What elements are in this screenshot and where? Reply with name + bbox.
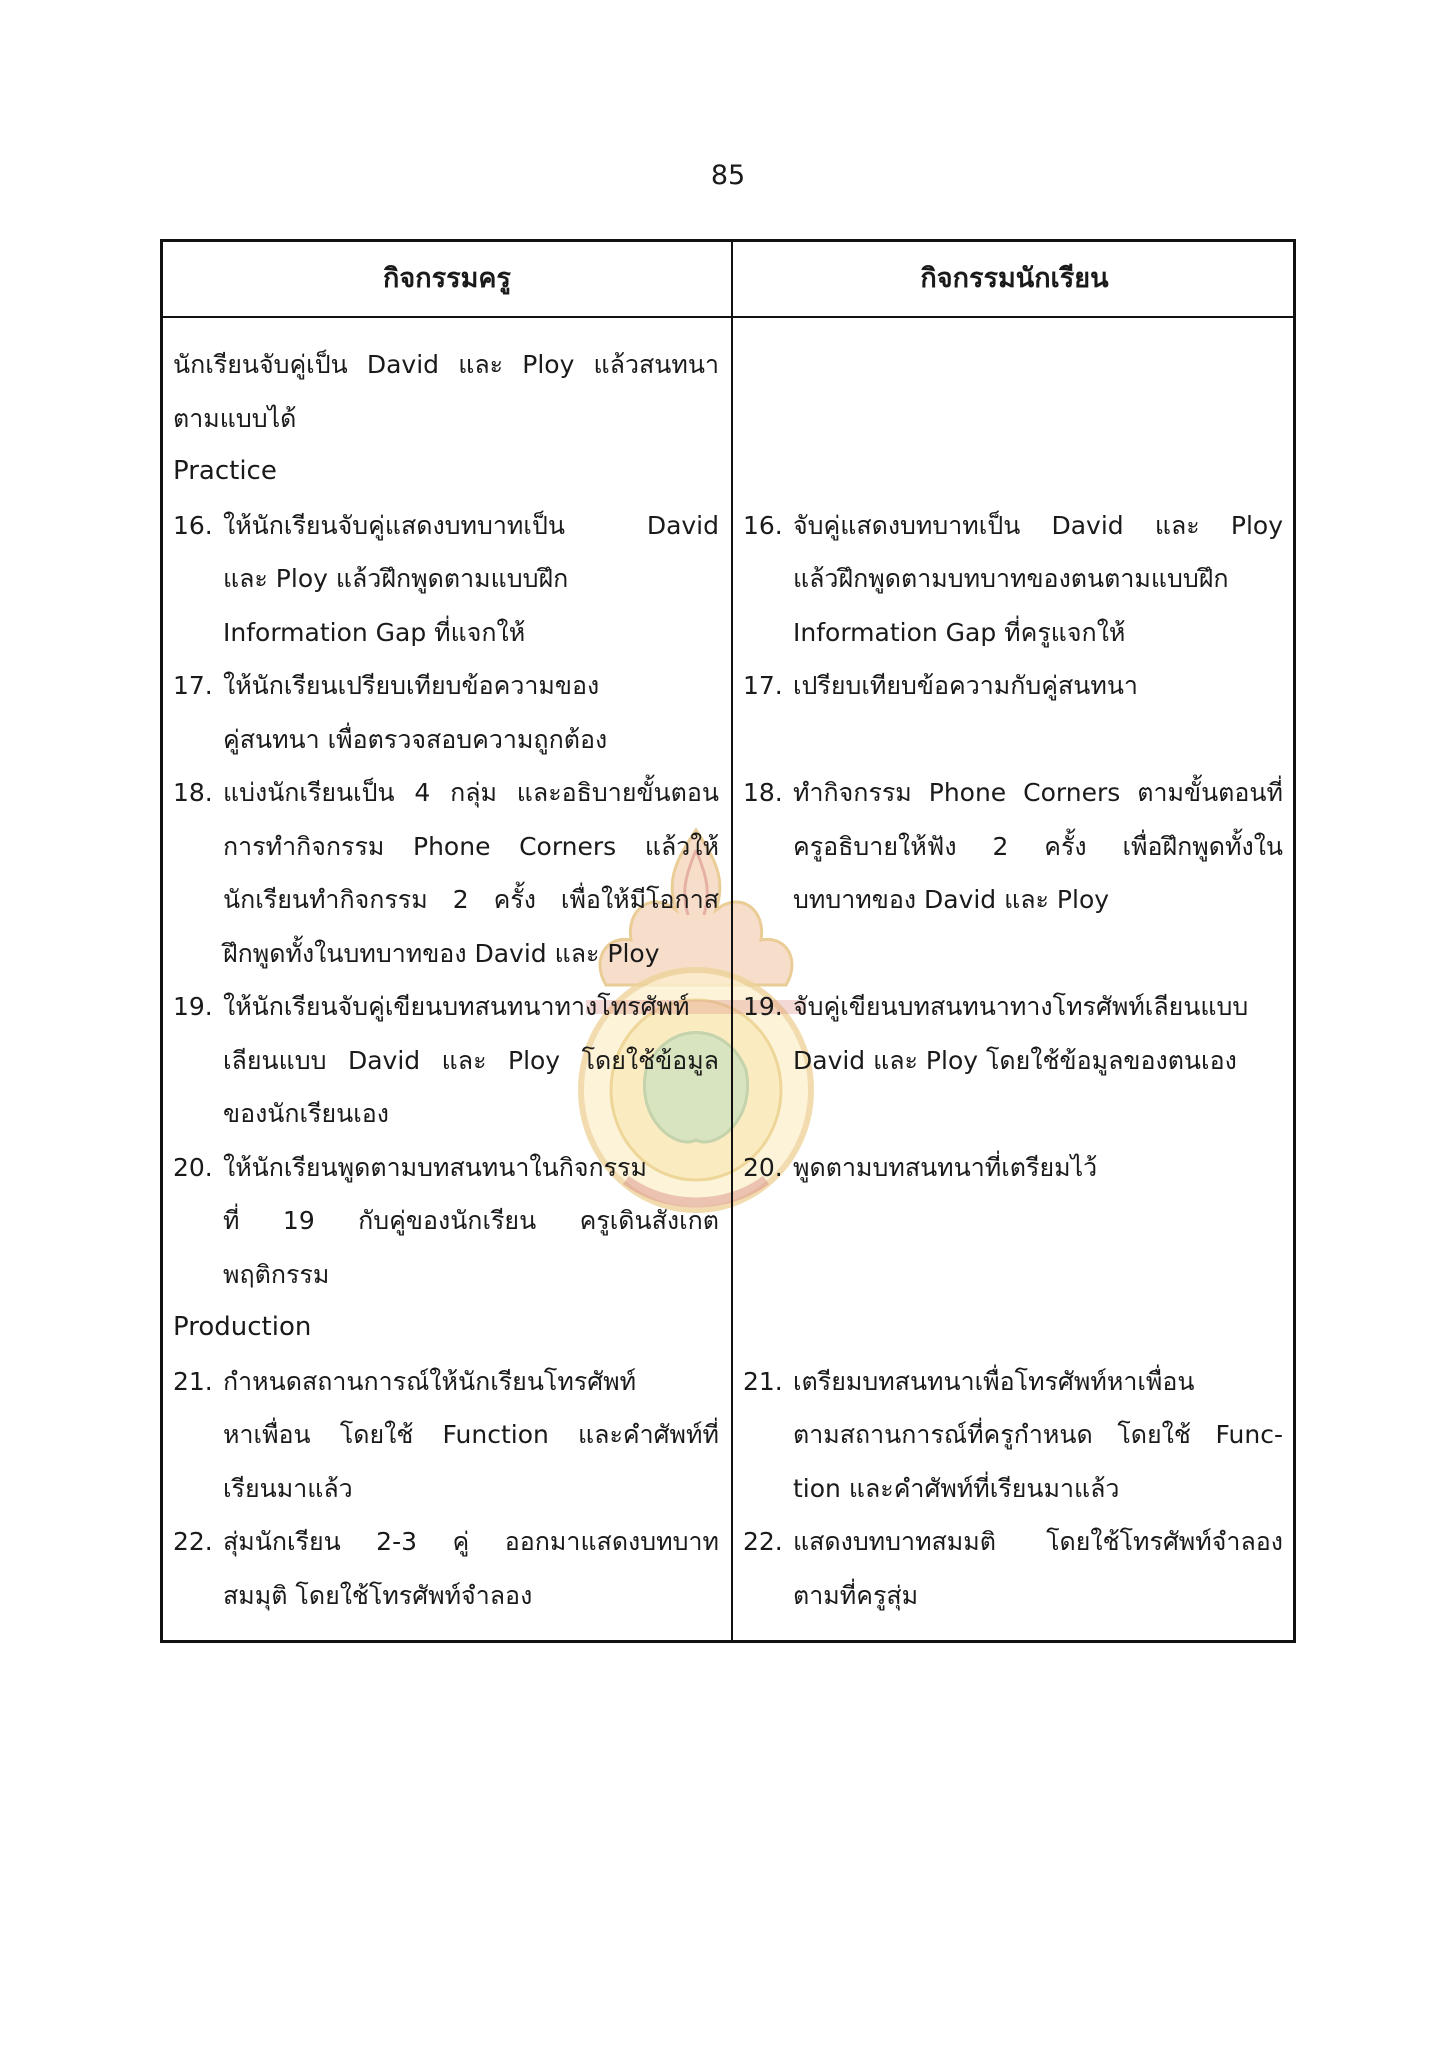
step-number: 19. <box>743 992 783 1021</box>
teacher-step-16-line-2: และ Ploy แล้วฝึกพูดตามแบบฝึก <box>223 564 569 593</box>
step-number: 16. <box>173 510 213 540</box>
step-number: 16. <box>743 510 783 540</box>
student-step-16-line-3: Information Gap ที่ครูแจกให้ <box>793 617 1126 647</box>
teacher-step-20-line-3: พฤติกรรม <box>223 1259 330 1289</box>
student-step-16: 16. จับคู่แสดงบทบาทเป็น David และ Ploy <box>743 499 1283 553</box>
student-step-21-line-3: tion และคำศัพท์ที่เรียนมาแล้ว <box>793 1473 1120 1503</box>
teacher-intro-line-2: ตามแบบได้ <box>173 403 297 433</box>
teacher-step-16: 16. ให้นักเรียนจับคู่แสดงบทบาทเป็น David <box>173 499 719 553</box>
student-activities-column <box>743 338 1283 1622</box>
student-step-17: 17. เปรียบเทียบข้อความกับคู่สนทนา <box>743 659 1283 713</box>
student-step-21-line-2: ตามสถานการณ์ที่ครูกำหนด โดยใช้ Func- <box>793 1420 1283 1449</box>
page-number: 85 <box>710 160 746 191</box>
teacher-intro-line-1: นักเรียนจับคู่เป็น David และ Ploy แล้วสนทนา <box>173 350 719 379</box>
step-number: 21. <box>743 1366 783 1396</box>
header-divider <box>163 316 1293 318</box>
teacher-step-17: 17. ให้นักเรียนเปรียบเทียบข้อความของ <box>173 659 719 713</box>
student-step-22: 22. แสดงบทบาทสมมติ โดยใช้โทรศัพท์จำลอง <box>743 1515 1283 1569</box>
teacher-activities-column <box>173 338 719 1622</box>
student-step-20: 20. พูดตามบทสนทนาที่เตรียมไว้ <box>743 1141 1283 1195</box>
step-number: 20. <box>173 1152 213 1182</box>
teacher-step-20: 20. ให้นักเรียนพูดตามบทสนทนาในกิจกรรม <box>173 1141 719 1195</box>
step-number: 17. <box>743 671 783 700</box>
teacher-step-18-line-2: การทำกิจกรรม Phone Corners แล้วให้ <box>223 831 719 861</box>
step-number: 18. <box>173 778 213 807</box>
student-step-16-line-2: แล้วฝึกพูดตามบทบาทของตนตามแบบฝึก <box>793 564 1229 593</box>
teacher-step-19: 19. ให้นักเรียนจับคู่เขียนบทสนทนาทางโทรศัพท์ <box>173 980 719 1034</box>
teacher-step-18-line-3: นักเรียนทำกิจกรรม 2 ครั้ง เพื่อให้มีโอกาส <box>223 885 719 914</box>
student-step-22-line-2: ตามที่ครูสุ่ม <box>793 1580 919 1610</box>
step-number: 21. <box>173 1366 213 1396</box>
student-step-18-line-3: บทบาทของ David และ Ploy <box>793 885 1110 914</box>
activities-table <box>160 239 1296 1643</box>
teacher-step-18: 18. แบ่งนักเรียนเป็น 4 กลุ่ม และอธิบายขั้นตอน <box>173 766 719 820</box>
teacher-step-19-line-3: ของนักเรียนเอง <box>223 1099 390 1128</box>
step-number: 17. <box>173 671 213 700</box>
step-number: 18. <box>743 778 783 807</box>
production-heading: Production <box>173 1312 312 1342</box>
teacher-step-20-line-2: ที่ 19 กับคู่ของนักเรียน ครูเดินสังเกต <box>223 1206 719 1235</box>
step-number: 20. <box>743 1152 783 1182</box>
practice-heading: Practice <box>173 456 277 486</box>
teacher-step-17-line-2: คู่สนทนา เพื่อตรวจสอบความถูกต้อง <box>223 724 608 754</box>
teacher-step-21-line-3: เรียนมาแล้ว <box>223 1473 353 1503</box>
teacher-step-16-line-3: Information Gap ที่แจกให้ <box>223 617 526 647</box>
student-step-21: 21. เตรียมบทสนทนาเพื่อโทรศัพท์หาเพื่อน <box>743 1355 1283 1409</box>
student-step-18-line-2: ครูอธิบายให้ฟัง 2 ครั้ง เพื่อฝึกพูดทั้งใน <box>793 831 1283 861</box>
teacher-step-18-line-4: ฝึกพูดทั้งในบทบาทของ David และ Ploy <box>223 938 660 968</box>
student-step-19-line-2: David และ Ploy โดยใช้ข้อมูลของตนเอง <box>793 1045 1237 1075</box>
step-number: 22. <box>173 1527 213 1556</box>
teacher-step-21-line-2: หาเพื่อน โดยใช้ Function และคำศัพท์ที่ <box>223 1420 719 1449</box>
teacher-step-22: 22. สุ่มนักเรียน 2-3 คู่ ออกมาแสดงบทบาท <box>173 1515 719 1569</box>
teacher-step-19-line-2: เลียนแบบ David และ Ploy โดยใช้ข้อมูล <box>223 1045 719 1075</box>
student-activities-header: กิจกรรมนักเรียน <box>920 263 1109 294</box>
column-divider <box>731 242 733 1640</box>
student-step-19: 19. จับคู่เขียนบทสนทนาทางโทรศัพท์เลียนแบบ <box>743 980 1283 1034</box>
teacher-activities-header: กิจกรรมครู <box>383 263 511 294</box>
step-number: 19. <box>173 992 213 1021</box>
student-step-18: 18. ทำกิจกรรม Phone Corners ตามขั้นตอนที่ <box>743 766 1283 820</box>
teacher-step-22-line-2: สมมุติ โดยใช้โทรศัพท์จำลอง <box>223 1580 533 1610</box>
teacher-step-21: 21. กำหนดสถานการณ์ให้นักเรียนโทรศัพท์ <box>173 1355 719 1409</box>
step-number: 22. <box>743 1527 783 1556</box>
